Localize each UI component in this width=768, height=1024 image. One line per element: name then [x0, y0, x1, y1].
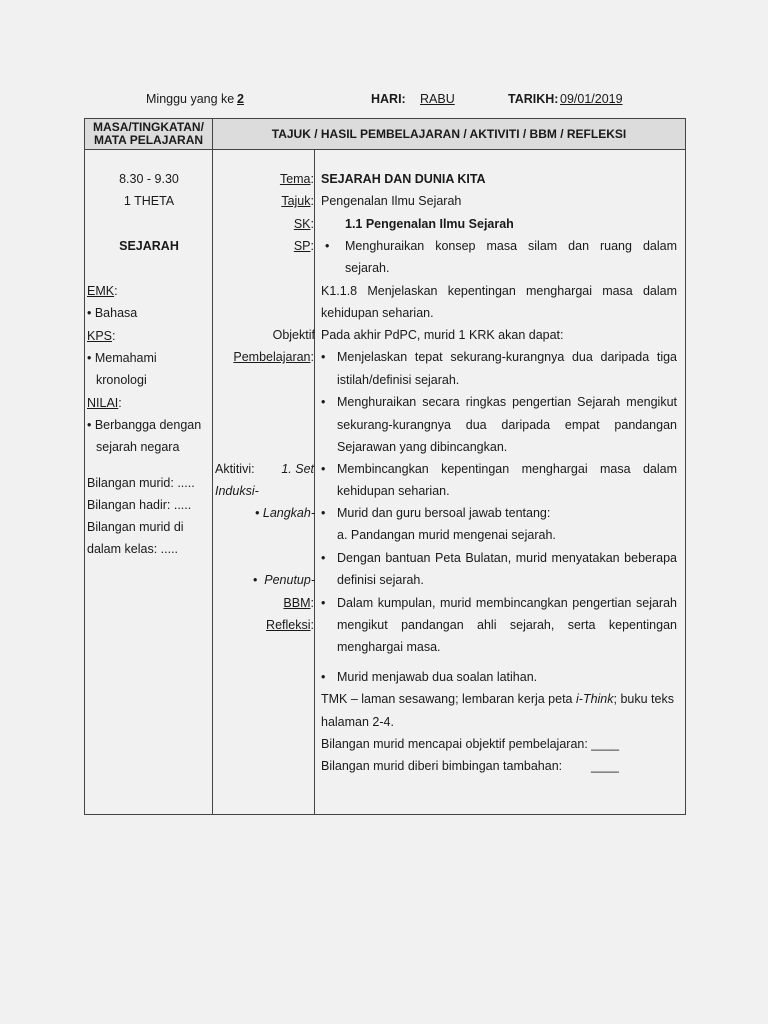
- tarikh-value: 09/01/2019: [560, 92, 623, 106]
- obj1-line2: istilah/definisi sejarah.: [337, 373, 460, 387]
- minggu-value: 2: [237, 92, 244, 106]
- obj1-line1: Menjelaskan tepat sekurang-kurangnya dua daripada tiga: [337, 350, 677, 364]
- label-tajuk-text: Tajuk: [281, 194, 311, 208]
- label-refleksi: Refleksi:: [266, 618, 314, 632]
- sp-line1: Menghuraikan konsep masa silam dan ruang dalam: [345, 239, 677, 253]
- bilangan-dalam-kelas-line1: Bilangan murid di: [87, 520, 184, 534]
- emk-heading: EMK:: [87, 284, 118, 298]
- kps-heading: KPS:: [87, 329, 116, 343]
- nilai-label: NILAI: [87, 396, 119, 410]
- header-cell-masa: [85, 119, 213, 150]
- label-langkah: • Langkah-: [255, 506, 315, 520]
- akt4-line1: Dalam kumpulan, murid membincangkan pengertian sejarah: [337, 596, 677, 610]
- label-sk-text: SK: [293, 217, 311, 231]
- label-penutup: Penutup-: [264, 573, 315, 587]
- lesson-plan-table: [84, 118, 686, 815]
- bullet-akt2: •: [321, 506, 326, 520]
- label-sk: SK:: [293, 217, 314, 231]
- subject-name: SEJARAH: [119, 239, 179, 253]
- bbm-line2: halaman 2-4.: [321, 715, 394, 729]
- content-column: [315, 150, 686, 815]
- kps-label: KPS: [87, 329, 113, 343]
- label-tajuk: Tajuk:: [281, 194, 314, 208]
- refleksi-bimbingan-blank: ____: [591, 759, 619, 773]
- akt1-line1: Membincangkan kepentingan menghargai masa dalam: [337, 462, 677, 476]
- akt4-line2: mengikut pandangan ahli sejarah, serta kepentingan: [337, 618, 677, 632]
- tajuk-value: Pengenalan Ilmu Sejarah: [321, 194, 462, 208]
- bullet-obj2: •: [321, 395, 326, 409]
- obj2-line3: Sejarawan yang dibincangkan.: [337, 440, 508, 454]
- sp-line2: sejarah.: [345, 261, 390, 275]
- time-slot: 8.30 - 9.30: [119, 172, 179, 186]
- obj2-line2: sekurang-kurangnya dua daripada empat pandangan: [337, 418, 677, 432]
- header-masa-line1: MASA/TINGKATAN/: [93, 120, 204, 134]
- bilangan-hadir: Bilangan hadir: .....: [87, 498, 192, 512]
- bullet-sp: •: [325, 239, 330, 253]
- bullet-penutup-content: •: [321, 670, 326, 684]
- bullet-akt4: •: [321, 596, 326, 610]
- class-name: 1 THETA: [123, 194, 175, 208]
- label-tema: Tema:: [279, 172, 314, 186]
- akt2-line2: a. Pandangan murid mengenai sejarah.: [337, 528, 556, 542]
- label-objektif-text: Pembelajaran: [233, 350, 311, 364]
- penutup-value: Murid menjawab dua soalan latihan.: [337, 670, 538, 684]
- nilai-heading: NILAI:: [87, 396, 122, 410]
- refleksi-objektif: Bilangan murid mencapai objektif pembelajaran: ____: [321, 737, 620, 751]
- label-objektif-line2: Pembelajaran:: [233, 350, 314, 364]
- bbm-line1-part3: ; buku teks: [613, 692, 674, 706]
- header-masa-line2: MATA PELAJARAN: [93, 133, 204, 147]
- emk-item: • Bahasa: [87, 306, 138, 320]
- bbm-line1-part1: TMK – laman sesawang; lembaran kerja peta: [321, 692, 576, 706]
- objektif-intro: Pada akhir PdPC, murid 1 KRK akan dapat:: [321, 328, 564, 342]
- label-sp-text: SP: [293, 239, 311, 253]
- bullet-obj1: •: [321, 350, 326, 364]
- k118-line1: K1.1.8 Menjelaskan kepentingan menghargai masa dalam: [321, 284, 677, 298]
- akt1-line2: kehidupan seharian.: [337, 484, 450, 498]
- nilai-item-line1: • Berbangga dengan: [87, 418, 202, 432]
- kps-item-line2: kronologi: [96, 373, 147, 387]
- akt2-line1: Murid dan guru bersoal jawab tentang:: [337, 506, 551, 520]
- sk-value: 1.1 Pengenalan Ilmu Sejarah: [345, 217, 514, 231]
- hari-label: HARI:: [371, 92, 406, 106]
- bbm-line1: [321, 692, 674, 707]
- label-column: [213, 150, 315, 815]
- minggu-label: Minggu yang ke: [146, 92, 235, 106]
- bullet-akt3: •: [321, 551, 326, 565]
- label-set: 1. Set: [281, 462, 314, 476]
- bbm-ithink: i-Think: [576, 692, 614, 706]
- tema-value: SEJARAH DAN DUNIA KITA: [321, 172, 486, 186]
- label-bbm-text: BBM: [283, 596, 311, 610]
- bullet-akt1: •: [321, 462, 326, 476]
- header-cell-tajuk: TAJUK / HASIL PEMBELAJARAN / AKTIVITI / BBM / REFLEKSI: [213, 119, 686, 150]
- nilai-item-line2: sejarah negara: [96, 440, 180, 454]
- left-column: [85, 150, 213, 815]
- kps-item-line1: • Memahami: [87, 351, 157, 365]
- refleksi-bimbingan: Bilangan murid diberi bimbingan tambahan:: [321, 759, 563, 773]
- obj2-line1: Menghuraikan secara ringkas pengertian Sejarah mengikut: [337, 395, 677, 409]
- tarikh-label: TARIKH:: [508, 92, 559, 106]
- bilangan-murid: Bilangan murid: .....: [87, 476, 195, 490]
- akt4-line3: menghargai masa.: [337, 640, 441, 654]
- label-induksi: Induksi-: [215, 484, 259, 498]
- bullet-penutup: •: [253, 573, 258, 587]
- label-bbm: BBM:: [283, 596, 314, 610]
- k118-line2: kehidupan seharian.: [321, 306, 434, 320]
- bilangan-dalam-kelas-line2: dalam kelas: .....: [87, 542, 179, 556]
- akt3-line1: Dengan bantuan Peta Bulatan, murid menyatakan beberapa: [337, 551, 677, 565]
- label-aktiviti: Aktitivi:: [215, 462, 255, 476]
- hari-value: RABU: [420, 92, 455, 106]
- label-refleksi-text: Refleksi: [266, 618, 311, 632]
- label-sp: SP:: [293, 239, 314, 253]
- label-tema-text: Tema: [279, 172, 311, 186]
- emk-label: EMK: [87, 284, 115, 298]
- label-objektif-line1: Objektif: [272, 328, 315, 342]
- akt3-line2: definisi sejarah.: [337, 573, 424, 587]
